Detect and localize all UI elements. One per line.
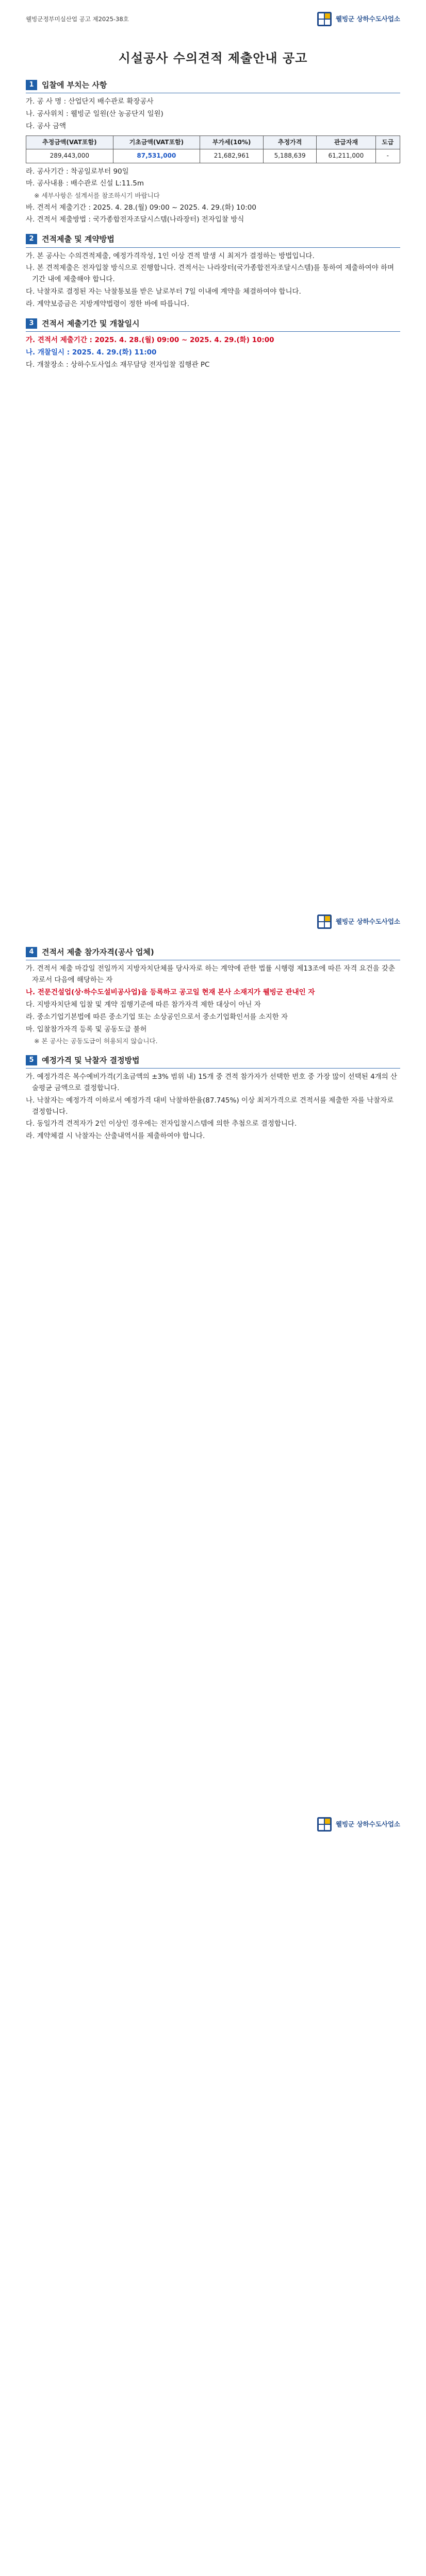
logo-icon (317, 12, 332, 26)
schedule-item: 다. 개찰장소 : 상하수도사업소 재무담당 전자입찰 집행관 PC (26, 360, 210, 369)
logo-icon (317, 1817, 332, 1832)
table-header: 부가세(10%) (200, 135, 264, 149)
eligibility-item: 다. 지방자치단체 입찰 및 계약 집행기준에 따른 참가자격 제한 대상이 아닌 자 (26, 1000, 261, 1009)
section-title: 견적서 제출 참가자격(공사 업체) (42, 947, 154, 957)
section-1 (26, 79, 400, 226)
award-item: 라. 계약체결 시 낙찰자는 산출내역서를 제출하여야 합니다. (26, 1132, 205, 1141)
table-cell: 5,188,639 (264, 149, 317, 163)
section-3 (26, 317, 400, 371)
table-cell: 289,443,000 (26, 149, 113, 163)
cost-table (26, 135, 400, 163)
section-number: 3 (26, 318, 37, 329)
org-logo (317, 914, 400, 929)
section-2 (26, 233, 400, 310)
eligibility-item: 마. 입찰참가자격 등록 및 공동도급 불허 (26, 1025, 147, 1033)
table-header: 추정가격 (264, 135, 317, 149)
org-name: 웰빙군 상하수도사업소 (335, 917, 400, 925)
page-1 (0, 0, 426, 903)
org-logo (317, 1817, 400, 1832)
section-number: 1 (26, 80, 37, 90)
logo-icon (317, 914, 332, 929)
bid-item: 바. 견적서 제출기간 : 2025. 4. 28.(월) 09:00 ~ 2025. 4. 29.(화) 10:00 (26, 203, 256, 212)
section-title: 입찰에 부치는 사항 (42, 80, 107, 90)
table-cell: - (375, 149, 400, 163)
schedule-item: 가. 견적서 제출기간 : 2025. 4. 28.(월) 09:00 ~ 2025. 4. 29.(화) 10:00 (26, 336, 274, 345)
page-2 (0, 903, 426, 1805)
contract-item: 나. 본 견적제출은 전자입찰 방식으로 진행합니다. 견적서는 나라장터(국가종합전자조달시스템)를 통하여 제출하여야 하며 기간 내에 제출해야 합니다. (26, 264, 395, 284)
table-cell: 21,682,961 (200, 149, 264, 163)
section-4 (26, 946, 400, 1047)
contract-item: 다. 낙찰자로 결정된 자는 낙찰통보를 받은 날로부터 7일 이내에 계약을 체결하여야 합니다. (26, 287, 301, 296)
page-3 (0, 1805, 426, 2576)
eligibility-item: 가. 견적서 제출 마감일 전일까지 지방자치단체를 당사자로 하는 계약에 관한 법률 시행령 제13조에 따른 자격 요건을 갖춘 자로서 다음에 해당하는 자 (26, 964, 396, 985)
table-header: 추정금액(VAT포함) (26, 135, 113, 149)
bid-item: 사. 견적서 제출방법 : 국가종합전자조달시스템(나라장터) 전자입찰 방식 (26, 215, 244, 224)
section-title: 견적서 제출기간 및 개찰일시 (42, 318, 140, 328)
section-number: 5 (26, 1055, 37, 1065)
page-header (26, 914, 400, 929)
page-header (26, 1817, 400, 1832)
eligibility-note: ※ 본 공사는 공동도급이 허용되지 않습니다. (34, 1037, 158, 1045)
page-title: 시설공사 수의견적 제출안내 공고 (118, 51, 308, 65)
eligibility-item: 라. 중소기업기본법에 따른 중소기업 또는 소상공인으로서 중소기업확인서를 소지한 자 (26, 1012, 288, 1021)
table-header: 관급자재 (317, 135, 375, 149)
org-name: 웰빙군 상하수도사업소 (335, 1820, 400, 1828)
bid-item: 다. 공사 금액 (26, 122, 67, 130)
bid-item: 마. 공사내용 : 배수관로 신설 L:11.5m (26, 179, 144, 188)
section-5 (26, 1054, 400, 1142)
schedule-item: 나. 개찰일시 : 2025. 4. 29.(화) 11:00 (26, 348, 157, 357)
org-logo (317, 11, 400, 27)
bid-item: 가. 공 사 명 : 산업단지 배수관로 확장공사 (26, 97, 154, 106)
table-header: 도급 (375, 135, 400, 149)
page-header (26, 11, 400, 27)
notice-reference: 웰빙군정부미실산업 공고 제2025-38호 (26, 15, 129, 23)
table-cell: 87,531,000 (113, 149, 200, 163)
table-cell: 61,211,000 (317, 149, 375, 163)
section-number: 4 (26, 947, 37, 957)
bid-item: 나. 공사위치 : 웰빙군 일원(산 농공단지 일원) (26, 110, 163, 118)
eligibility-item: 나. 전문건설업(상·하수도설비공사업)을 등록하고 공고일 현재 본사 소재지가 웰빙군 관내인 자 (26, 988, 315, 997)
section-title: 예정가격 및 낙찰자 결정방법 (42, 1055, 140, 1065)
bid-note: ※ 세부사항은 설계서를 참조하시기 바랍니다 (34, 192, 160, 200)
award-item: 다. 동일가격 견적자가 2인 이상인 경우에는 전자입찰시스템에 의한 추첨으로 결정합니다. (26, 1120, 297, 1128)
org-name: 웰빙군 상하수도사업소 (335, 14, 400, 23)
award-item: 가. 예정가격은 복수예비가격(기초금액의 ±3% 범위 내) 15개 중 견적 참가자가 선택한 번호 중 가장 많이 선택된 4개의 산술평균 금액으로 결정합니다. (26, 1073, 398, 1092)
award-item: 나. 낙찰자는 예정가격 이하로서 예정가격 대비 낙찰하한율(87.745%) 이상 최저가격으로 견적서를 제출한 자를 낙찰자로 결정합니다. (26, 1096, 394, 1116)
section-number: 2 (26, 234, 37, 244)
section-title: 견적제출 및 계약방법 (42, 234, 114, 244)
bid-item: 라. 공사기간 : 착공일로부터 90일 (26, 167, 129, 176)
table-header: 기초금액(VAT포함) (113, 135, 200, 149)
contract-item: 가. 본 공사는 수의견적제출, 예정가격작성, 1인 이상 견적 발생 시 최저가 결정하는 방법입니다. (26, 251, 315, 260)
contract-item: 라. 계약보증금은 지방계약법령이 정한 바에 따릅니다. (26, 300, 189, 309)
